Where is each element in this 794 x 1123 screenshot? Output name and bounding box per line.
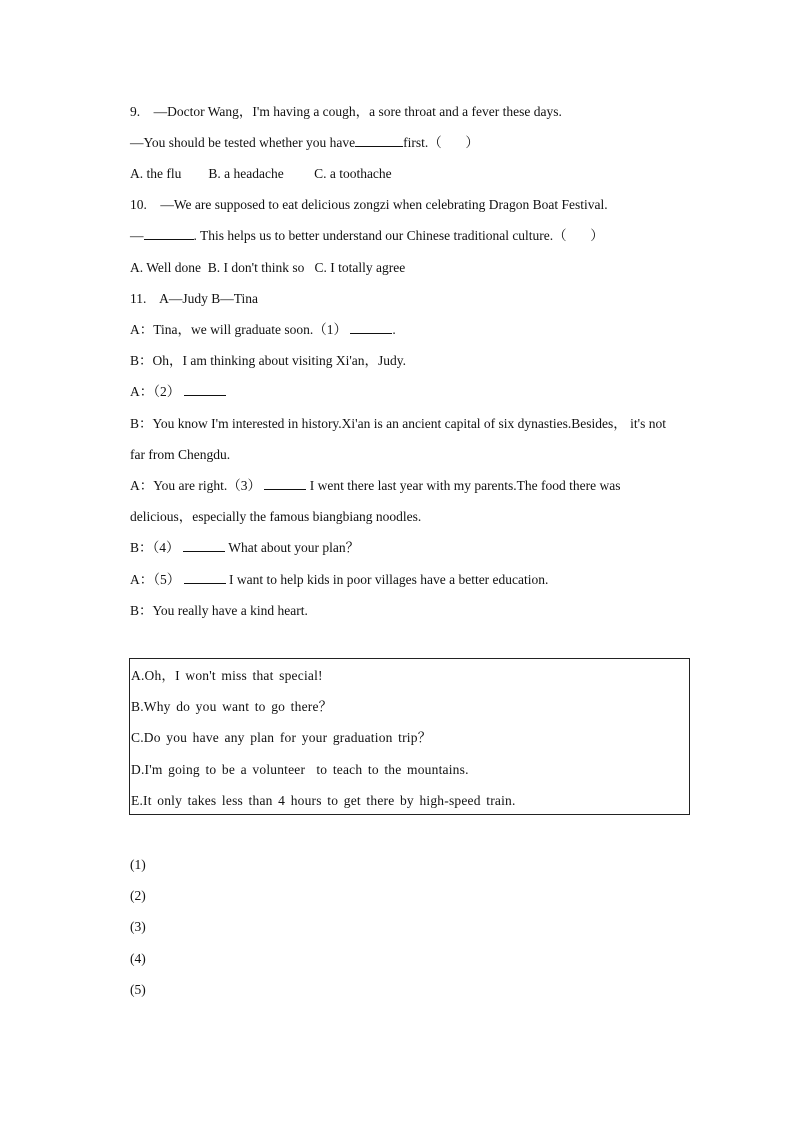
blank-5[interactable] <box>184 583 226 584</box>
dialogue-line-3 <box>130 384 690 400</box>
dialogue-line-4a: B：You know I'm interested in history.Xi'an is an ancient capital of six dynasties.Besides， it's not <box>130 416 666 431</box>
dialogue-line-1 <box>130 322 690 338</box>
dialogue-7-text: A：（5） <box>130 572 181 587</box>
option-e: E.It only takes less than 4 hours to get there by high-speed train. <box>131 793 516 808</box>
option-b: B.Why do you want to go there？ <box>131 699 333 714</box>
answer-slot-3[interactable]: (3) <box>130 919 146 934</box>
blank-3[interactable] <box>264 489 306 490</box>
q11-title: 11. A—Judy B—Tina <box>130 291 259 306</box>
dialogue-line-4b: far from Chengdu. <box>130 447 231 462</box>
dialogue-line-8: B：You really have a kind heart. <box>130 603 308 618</box>
dialogue-5-text: A：You are right.（3） <box>130 478 261 493</box>
dialogue-line-5b: delicious，especially the famous biangbiang noodles. <box>130 509 422 524</box>
q10-fill-blank[interactable] <box>144 239 194 240</box>
option-a: A.Oh，I won't miss that special! <box>131 668 323 683</box>
q10-question-line: 10. —We are supposed to eat delicious zongzi when celebrating Dragon Boat Festival. <box>130 197 608 212</box>
dialogue-1-tail: . <box>392 322 396 337</box>
q9-options: A. the flu B. a headache C. a toothache <box>130 166 392 181</box>
dialogue-5-tail: I went there last year with my parents.The food there was <box>309 478 621 493</box>
q10-options: A. Well done B. I don't think so C. I totally agree <box>130 260 406 275</box>
blank-2[interactable] <box>184 395 226 396</box>
option-c: C.Do you have any plan for your graduation trip？ <box>131 730 432 745</box>
answer-slot-2[interactable]: (2) <box>130 888 146 903</box>
dialogue-6-text: B：（4） <box>130 540 180 555</box>
q9-fill-blank[interactable] <box>355 146 403 147</box>
answer-slot-4[interactable]: (4) <box>130 951 146 966</box>
q10-line2-dash: — <box>130 228 144 243</box>
dialogue-7-tail: I want to help kids in poor villages have a better education. <box>229 572 549 587</box>
option-box <box>129 658 690 815</box>
q10-line2-tail: . This helps us to better understand our Chinese traditional culture.（ ） <box>193 228 604 243</box>
dialogue-line-5 <box>130 478 690 494</box>
blank-4[interactable] <box>183 551 225 552</box>
q9-answer-line <box>130 135 690 151</box>
dialogue-line-7 <box>130 572 690 588</box>
option-d: D.I'm going to be a volunteer to teach to the mountains. <box>131 762 469 777</box>
dialogue-line-6 <box>130 540 690 556</box>
q9-line2-tail: first.（ ） <box>403 135 479 150</box>
dialogue-3-text: A：（2） <box>130 384 181 399</box>
q9-question-line: 9. —Doctor Wang，I'm having a cough，a sore throat and a fever these days. <box>130 104 562 119</box>
q9-line2-text: —You should be tested whether you have <box>130 135 356 150</box>
answer-slot-5[interactable]: (5) <box>130 982 146 997</box>
answer-slot-1[interactable]: (1) <box>130 857 146 872</box>
dialogue-6-tail: What about your plan？ <box>228 540 360 555</box>
q10-answer-line <box>130 228 690 244</box>
dialogue-1-text: A：Tina，we will graduate soon.（1） <box>130 322 347 337</box>
blank-1[interactable] <box>350 333 392 334</box>
dialogue-line-2: B：Oh，I am thinking about visiting Xi'an，Judy. <box>130 353 407 368</box>
